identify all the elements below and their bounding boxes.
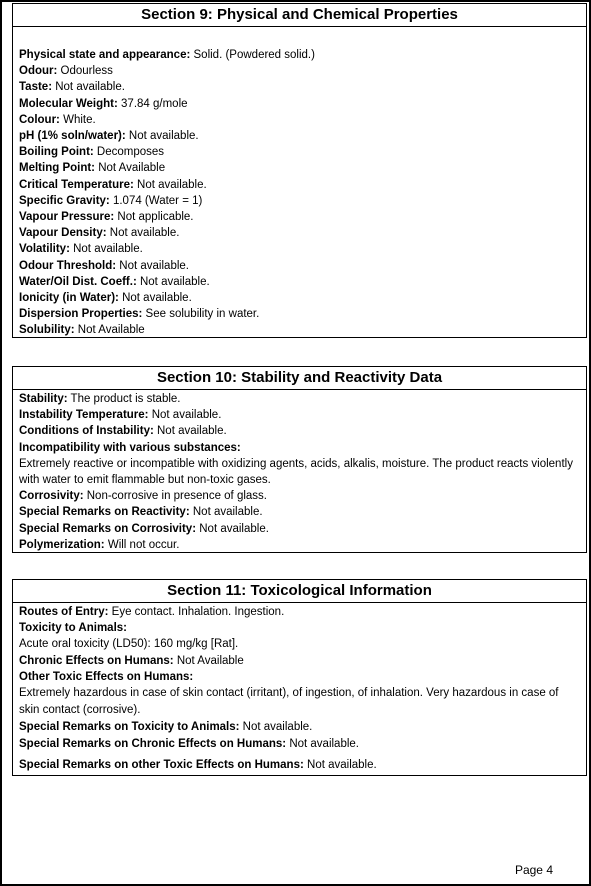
property-row <box>19 96 580 112</box>
property-label: Specific Gravity: <box>19 194 110 207</box>
property-value: See solubility in water. <box>142 308 260 321</box>
property-value: Not Available <box>95 162 166 175</box>
property-row <box>19 756 580 774</box>
section-body <box>13 390 586 553</box>
property-description <box>19 456 580 488</box>
page-number: Page 4 <box>514 863 553 877</box>
property-value: Odourless <box>57 65 113 78</box>
property-label: Conditions of Instability: <box>19 425 154 438</box>
section-title: Section 9: Physical and Chemical Properties <box>13 4 586 27</box>
property-value: White. <box>59 113 96 126</box>
property-label: Vapour Density: <box>19 227 107 240</box>
property-label: Chronic Effects on Humans: <box>19 654 174 667</box>
property-value: Not available. <box>153 425 227 438</box>
property-row <box>19 225 580 241</box>
property-value: The product is stable. <box>67 393 181 405</box>
property-row <box>19 112 580 128</box>
property-label: Other Toxic Effects on Humans: <box>19 670 194 683</box>
property-value: Not available. <box>196 522 269 535</box>
property-label: Special Remarks on Corrosivity: <box>19 522 197 535</box>
property-row <box>19 209 580 225</box>
property-row <box>19 241 580 257</box>
property-label: Special Remarks on other Toxic Effects on Humans: <box>19 759 304 772</box>
property-label: Toxicity to Animals: <box>19 622 127 635</box>
property-label: Molecular Weight: <box>19 97 118 110</box>
property-row <box>19 47 580 63</box>
property-value: Not available. <box>133 178 207 191</box>
property-label: Odour Threshold: <box>19 259 117 272</box>
property-row <box>19 306 580 322</box>
property-row <box>19 391 580 407</box>
property-row <box>19 274 580 290</box>
property-label: Special Remarks on Reactivity: <box>19 506 190 519</box>
property-row <box>19 719 580 736</box>
property-row <box>19 290 580 306</box>
property-row <box>19 736 580 753</box>
section-toxicological-information <box>12 579 587 776</box>
property-row <box>19 604 580 620</box>
property-row <box>19 504 580 520</box>
property-row <box>19 193 580 209</box>
property-label: Volatility: <box>19 243 70 256</box>
property-label: Ionicity (in Water): <box>19 292 119 305</box>
property-label: Incompatibility with various substances: <box>19 441 241 454</box>
section-stability-reactivity <box>12 366 587 553</box>
property-label: Physical state and appearance: <box>19 49 191 61</box>
property-label: Routes of Entry: <box>19 606 109 618</box>
section-body <box>13 603 586 774</box>
property-label: Water/Oil Dist. Coeff.: <box>19 275 137 288</box>
property-row <box>19 144 580 160</box>
property-row <box>19 521 580 537</box>
property-label: Stability: <box>19 393 68 405</box>
property-value: Non-corrosive in presence of glass. <box>83 490 267 503</box>
property-label: Vapour Pressure: <box>19 211 115 224</box>
property-row <box>19 488 580 504</box>
property-label: Melting Point: <box>19 162 96 175</box>
property-value: Not Available <box>74 324 145 337</box>
property-row <box>19 63 580 79</box>
property-value: Not available. <box>118 292 192 305</box>
property-label: Taste: <box>19 81 53 94</box>
property-value: 1.074 (Water = 1) <box>109 194 203 207</box>
property-value: 37.84 g/mole <box>117 97 188 110</box>
property-row <box>19 669 580 685</box>
property-value: Not available. <box>125 130 199 143</box>
property-value: Extremely reactive or incompatible with oxidizing agents, acids, alkalis, moisture. The product reacts violently with water to emit flammable but non-toxic gases. <box>19 457 573 487</box>
property-row <box>19 322 580 338</box>
property-value: Will not occur. <box>104 538 180 551</box>
section-body <box>13 27 586 339</box>
property-label: pH (1% soln/water): <box>19 130 126 143</box>
property-label: Dispersion Properties: <box>19 308 143 321</box>
property-value: Not available. <box>148 409 222 422</box>
property-row <box>19 79 580 95</box>
property-row <box>19 620 580 636</box>
property-label: Polymerization: <box>19 538 105 551</box>
property-value: Not available. <box>52 81 125 94</box>
property-row <box>19 407 580 423</box>
property-label: Critical Temperature: <box>19 178 134 191</box>
property-value: Not available. <box>136 275 210 288</box>
property-value: Solid. (Powdered solid.) <box>190 49 315 61</box>
property-label: Odour: <box>19 65 58 78</box>
property-value: Not available. <box>286 738 359 751</box>
property-value: Not available. <box>106 227 180 240</box>
property-row <box>19 537 580 553</box>
property-row <box>19 636 580 652</box>
property-value: Not applicable. <box>114 211 194 224</box>
section-title: Section 11: Toxicological Information <box>13 580 586 603</box>
property-row <box>19 440 580 456</box>
property-value: Acute oral toxicity (LD50): 160 mg/kg [Rat]. <box>19 638 239 651</box>
property-value: Eye contact. Inhalation. Ingestion. <box>108 606 285 618</box>
property-value: Extremely hazardous in case of skin contact (irritant), of ingestion, of inhalation. Very hazardous in case of skin contact (corrosive). <box>19 687 559 717</box>
property-description <box>19 685 580 719</box>
property-row <box>19 423 580 439</box>
property-label: Solubility: <box>19 324 75 337</box>
property-row <box>19 258 580 274</box>
property-value: Decomposes <box>93 146 165 159</box>
section-title: Section 10: Stability and Reactivity Data <box>13 367 586 390</box>
property-row <box>19 653 580 669</box>
property-label: Corrosivity: <box>19 490 84 503</box>
property-label: Boiling Point: <box>19 146 94 159</box>
property-label: Colour: <box>19 113 60 126</box>
property-value: Not available. <box>189 506 263 519</box>
property-label: Special Remarks on Chronic Effects on Humans: <box>19 738 287 751</box>
property-row <box>19 128 580 144</box>
property-label: Special Remarks on Toxicity to Animals: <box>19 721 240 734</box>
property-row <box>19 177 580 193</box>
property-value: Not available. <box>69 243 143 256</box>
property-value: Not available. <box>116 259 189 272</box>
property-value: Not Available <box>173 654 244 667</box>
property-value: Not available. <box>303 759 377 772</box>
property-row <box>19 160 580 176</box>
section-physical-chemical-properties <box>12 3 587 338</box>
property-label: Instability Temperature: <box>19 409 149 422</box>
property-value: Not available. <box>239 721 313 734</box>
